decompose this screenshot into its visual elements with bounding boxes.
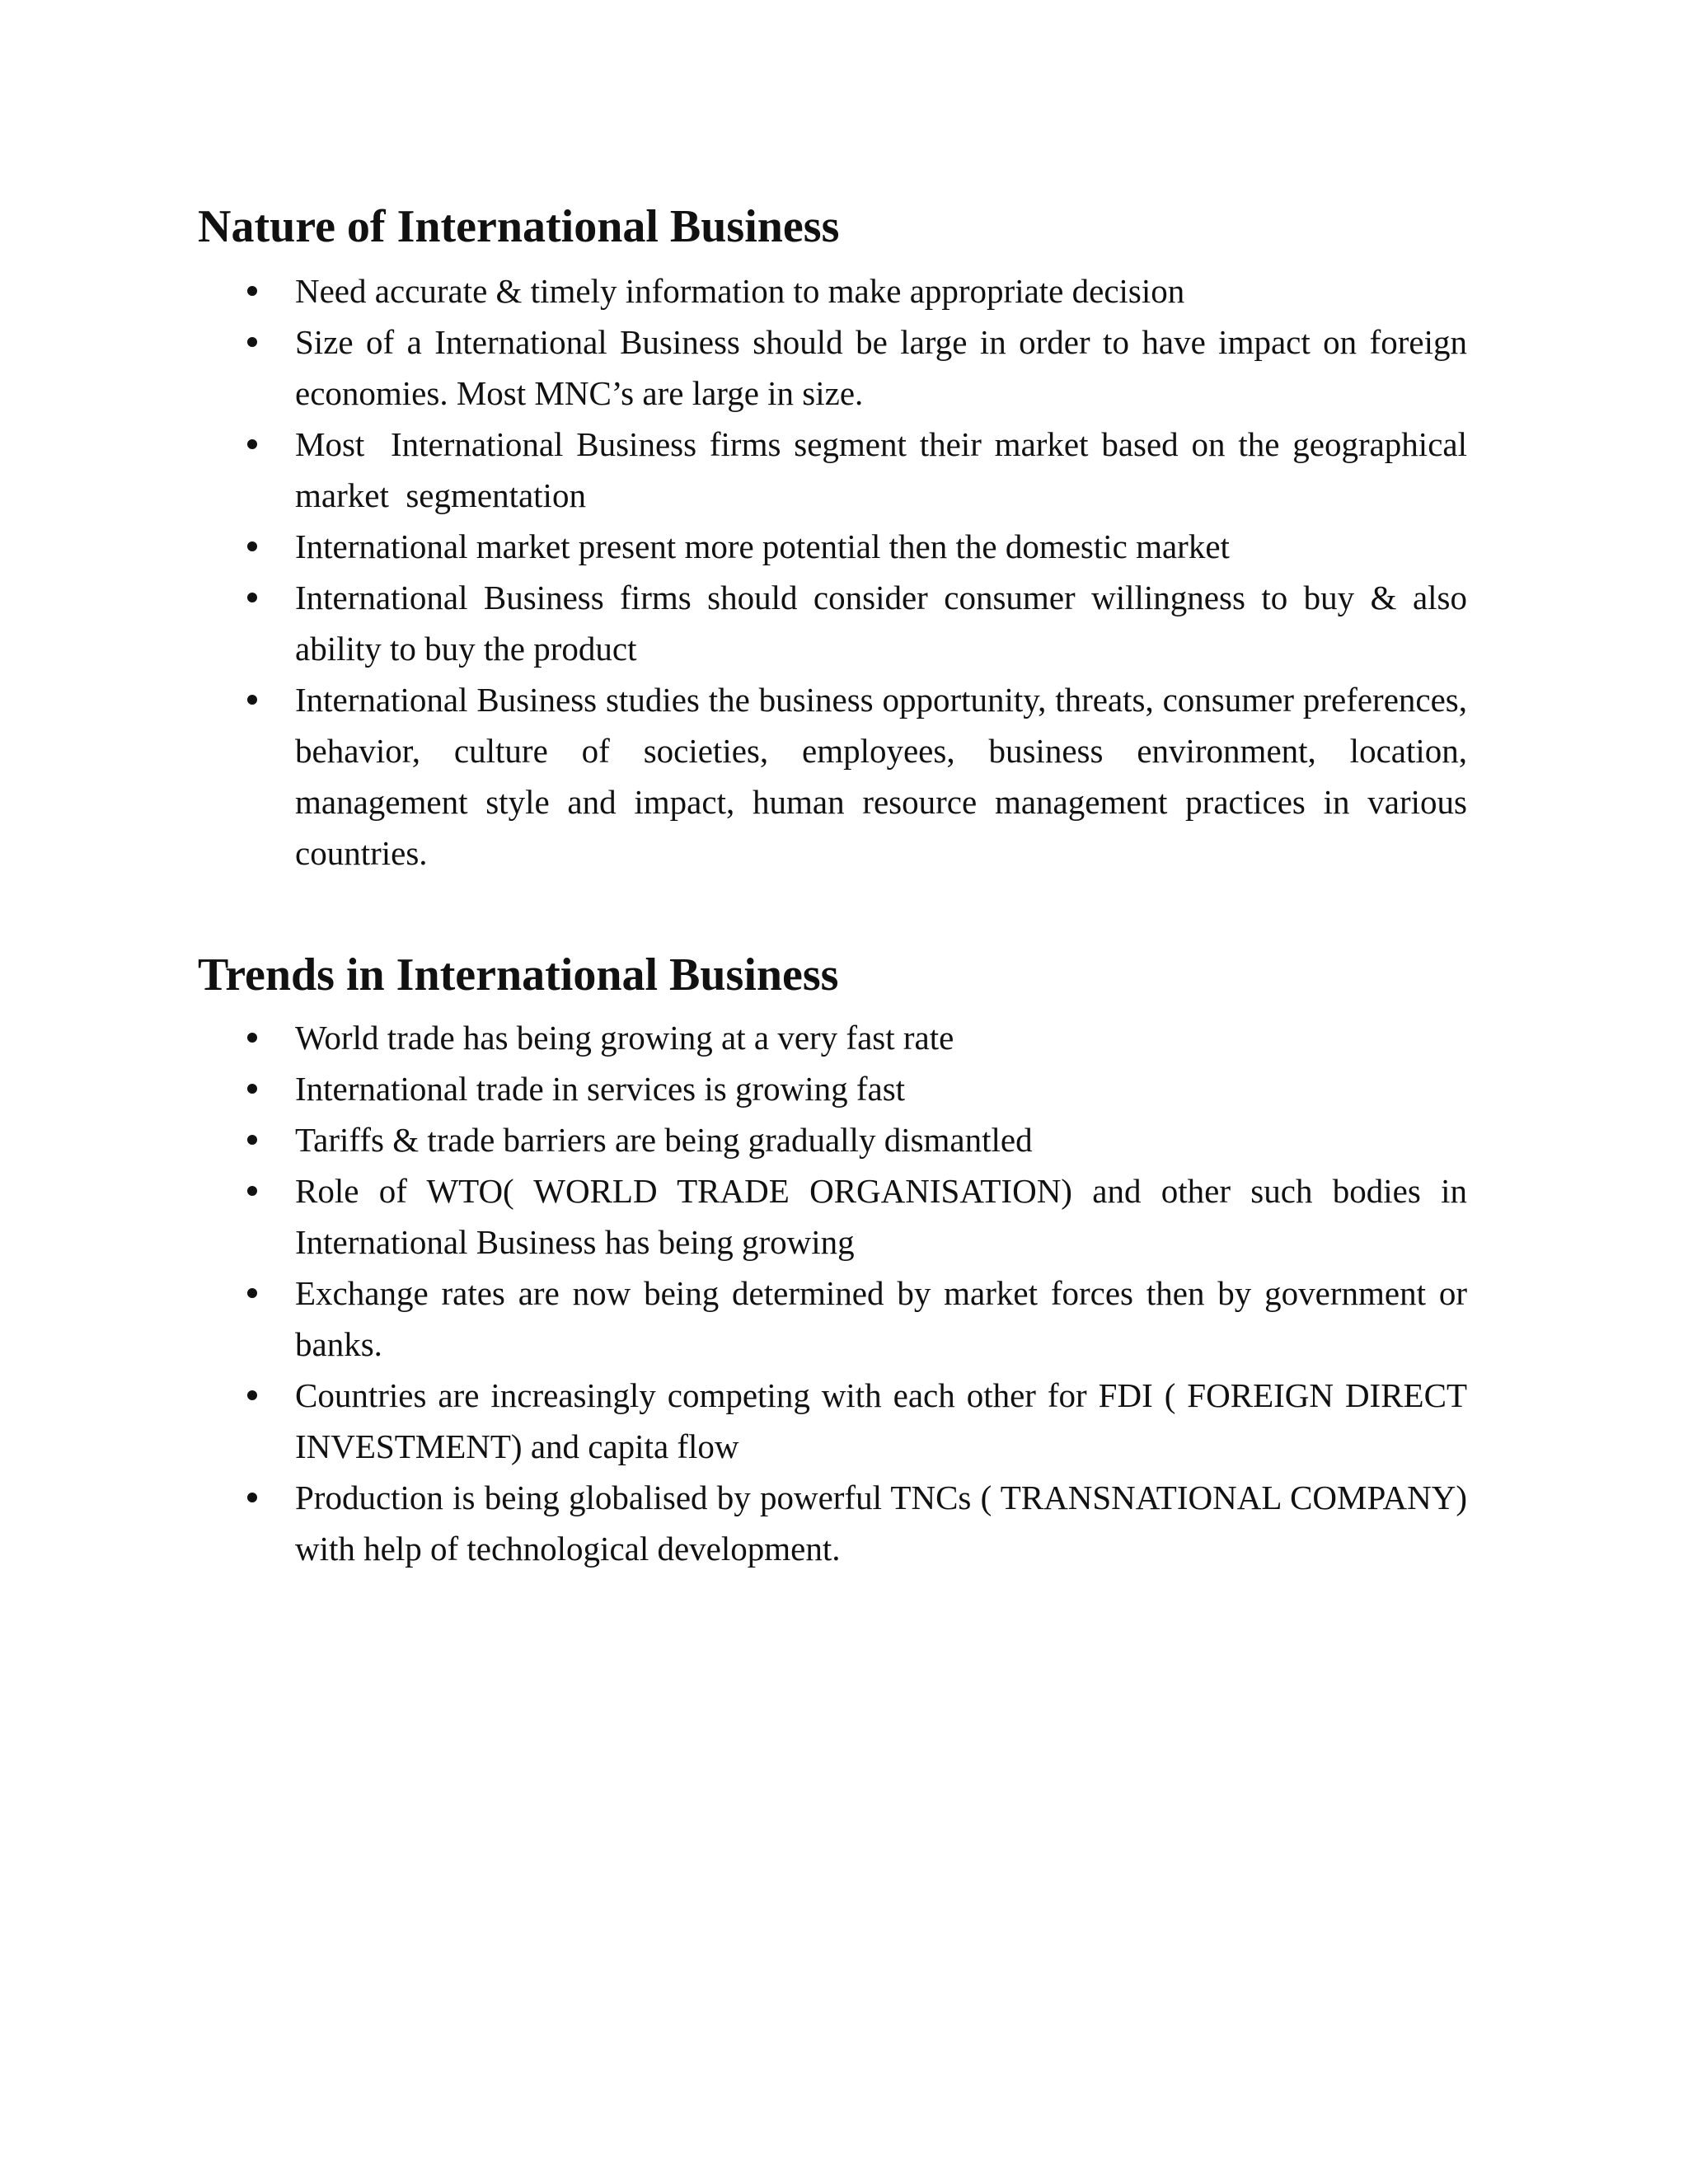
bullet-list-nature <box>295 265 1476 879</box>
list-item-text: International Business studies the business opportunity, threats, consumer preferences, behavior, culture of societies, employees, business environment, location, management style and impact, human resource management practices in various countries. <box>295 681 1467 872</box>
list-item <box>295 1268 1467 1370</box>
bullet-icon <box>247 1135 257 1145</box>
list-item <box>295 572 1467 674</box>
bullet-icon <box>247 1288 257 1298</box>
list-item-text: Need accurate & timely information to make appropriate decision <box>295 272 1185 310</box>
list-item-text: Role of WTO( WORLD TRADE ORGANISATION) and other such bodies in International Business has being growing <box>295 1172 1467 1261</box>
bullet-icon <box>247 1084 257 1094</box>
list-item-text: Production is being globalised by powerful TNCs ( TRANSNATIONAL COMPANY) with help of technological development. <box>295 1479 1484 1568</box>
list-item <box>295 1063 1467 1114</box>
bullet-icon <box>247 541 257 551</box>
list-item <box>295 674 1467 879</box>
list-item <box>295 521 1467 572</box>
section-heading-nature: Nature of International Business <box>198 201 840 252</box>
bullet-icon <box>247 439 257 449</box>
list-item <box>295 1012 1467 1063</box>
list-item-text: International Business firms should consider consumer willingness to buy & also ability to buy the product <box>295 579 1467 668</box>
bullet-icon <box>247 1390 257 1400</box>
list-item-text: Size of a International Business should be large in order to have impact on foreign economies. Most MNC’s are large in size. <box>295 323 1467 412</box>
list-item-text: World trade has being growing at a very fast rate <box>295 1019 954 1057</box>
list-item-text: Most International Business firms segment their market based on the geographical market segmentation <box>295 425 1476 514</box>
section-heading-trends: Trends in International Business <box>198 949 839 1001</box>
list-item-text: International trade in services is growing fast <box>295 1070 906 1108</box>
list-item <box>295 1114 1467 1165</box>
list-item-text: International market present more potential then the domestic market <box>295 527 1230 565</box>
bullet-icon <box>247 337 257 347</box>
list-item <box>295 419 1476 521</box>
list-item-text: Tariffs & trade barriers are being gradually dismantled <box>295 1121 1033 1159</box>
list-item <box>295 316 1467 419</box>
bullet-icon <box>247 286 257 296</box>
list-item <box>295 265 1467 316</box>
bullet-icon <box>247 1186 257 1196</box>
list-item-text: Exchange rates are now being determined by market forces then by government or banks. <box>295 1274 1467 1363</box>
bullet-icon <box>247 1493 257 1502</box>
bullet-icon <box>247 593 257 602</box>
bullet-list-trends <box>295 1012 1484 1574</box>
list-item-text: Countries are increasingly competing with each other for FDI ( FOREIGN DIRECT INVESTMENT) and capita flow <box>295 1376 1467 1465</box>
list-item <box>295 1165 1467 1268</box>
list-item <box>295 1472 1484 1574</box>
bullet-icon <box>247 695 257 705</box>
bullet-icon <box>247 1033 257 1043</box>
list-item <box>295 1370 1467 1472</box>
